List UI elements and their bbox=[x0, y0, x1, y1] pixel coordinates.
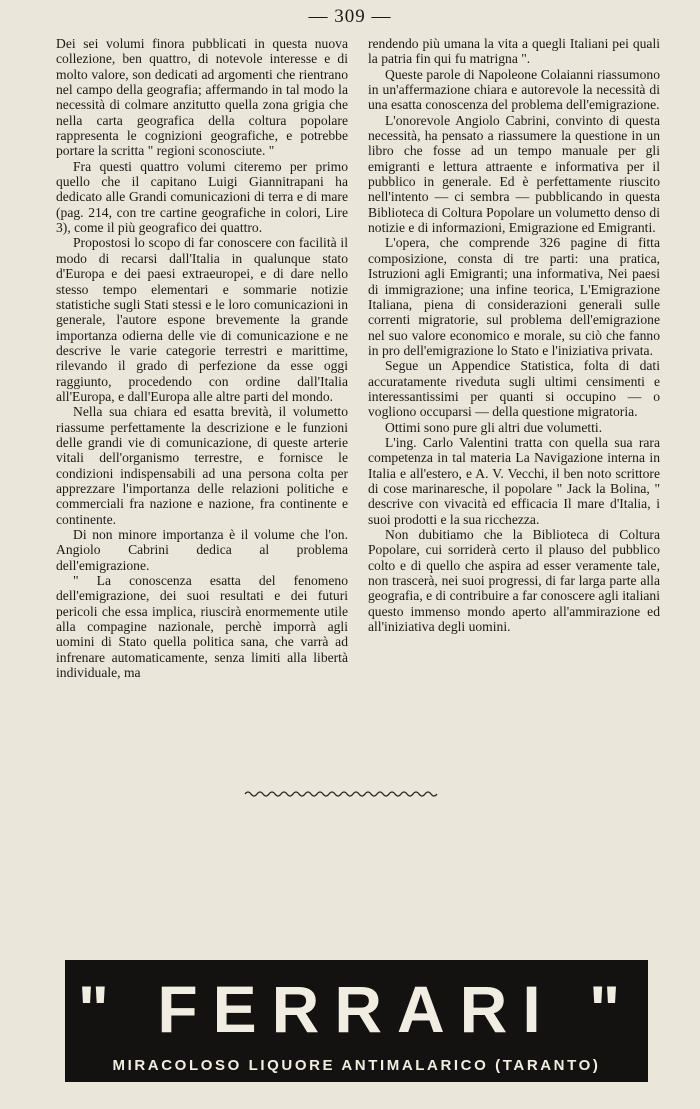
paragraph: Segue un Appendice Statistica, folta di dati accuratamente riveduta sugli ultimi censimenti e interessantissimi per quanti si occupino — o vogliono occuparsi — della questione migratoria. bbox=[368, 358, 660, 420]
paragraph: " La conoscenza esatta del fenomeno dell'emigrazione, dei suoi resultati e dei futuri pericoli che essa implica, riuscirà enormemente utile alla compagine nazionale, perchè imporrà agli uomini di Stato quella politica sana, che varrà ad infrenare automaticamente, senza limiti alla libertà individuale, ma bbox=[56, 573, 348, 681]
paragraph: Nella sua chiara ed esatta brevità, il volumetto riassume perfettamente la descrizione e le funzioni delle grandi vie di comunicazione, di queste arterie vitali dell'organismo terrestre, e fornisce le condizioni indispensabili ad una persona colta per apprezzare l'importanza delle relazioni politiche e commerciali fra nazione e nazione, fra continente e continente. bbox=[56, 404, 348, 527]
right-column bbox=[368, 36, 660, 736]
paragraph: L'opera, che comprende 326 pagine di fitta composizione, consta di tre parti: una pratica, Istruzioni agli Emigranti; una informativa, Nei paesi di immigrazione; una infine teorica, L'Emigrazione Italiana, piena di considerazioni generali sulle correnti migratorie, sul problema dell'emigrazione nel suo valore economico e morale, su ciò che fanno in pro dell'emigrazione lo Stato e l'iniziativa privata. bbox=[368, 235, 660, 358]
paragraph: Ottimi sono pure gli altri due volumetti. bbox=[385, 419, 603, 435]
article-body bbox=[56, 36, 660, 736]
ad-brand-name: " FERRARI " bbox=[77, 972, 636, 1046]
left-column bbox=[56, 36, 348, 736]
paragraph: Non dubitiamo che la Biblioteca di Coltura Popolare, cui sorriderà certo il plauso del pubblico colto e di quello che aspira ad esser veramente tale, non trascerà, nei suoi progressi, di far larga parte alla geografia, e di contribuire a far conoscere agli italiani questo immenso mondo aperto all'ammirazione ed all'iniziativa degli uomini. bbox=[368, 527, 660, 635]
paragraph: Di non minore importanza è il volume che l'on. Angiolo Cabrini dedica al problema dell'emigrazione. bbox=[56, 527, 348, 573]
wavy-divider bbox=[243, 788, 441, 800]
paragraph: Queste parole di Napoleone Colaianni riassumono in un'affermazione chiara e autorevole la necessità di una esatta conoscenza del problema dell'emigrazione. bbox=[368, 66, 660, 113]
paragraph: Dei sei volumi finora pubblicati in questa nuova collezione, ben quattro, di notevole interesse e di molto valore, son dedicati ad argomenti che rientrano nel campo della geografia; affermando in tal modo la necessità di colmare anzitutto quella zona grigia che nella carta geografica della coltura popolare rappresenta le cognizioni geografiche, e potrebbe portare la scritta " regioni sconosciute. " bbox=[56, 36, 348, 159]
paragraph: Fra questi quattro volumi citeremo per primo quello che il capitano Luigi Giannitrapani ha dedicato alle Grandi comunicazioni di terra e di mare (pag. 214, con tre cartine geografiche in colori, Lire 3), come il più geografico dei quattro. bbox=[56, 158, 348, 236]
paragraph: Propostosi lo scopo di far conoscere con facilità il modo di recarsi dall'Italia in qualunque stato d'Europa e dei paesi extraeuropei, e di dare nello stesso tempo elementari e sommarie notizie statistiche sugli Stati stessi e le loro comunicazioni in generale, l'autore espone brevemente la grande importanza odierna delle vie di comunicazione e ne descrive le varie categorie terrestri e marittime, rilevando il grado di perfezione da esse oggi raggiunto, procedendo con ordine dall'Italia all'Europa, e dall'Europa alle altre parti del mondo. bbox=[56, 235, 348, 404]
paragraph: rendendo più umana la vita a quegli Italiani pei quali la patria fin qui fu matrigna ". bbox=[368, 36, 660, 67]
ferrari-advertisement bbox=[65, 960, 648, 1082]
paragraph: L'onorevole Angiolo Cabrini, convinto di questa necessità, ha pensato a riassumere la questione in un libro che fosse ad un tempo manuale per gli emigranti e lettura attraente e informativa per il pubblico in generale. Ed è perfettamente riuscito nell'intento — ci sembra — pubblicando in questa Biblioteca di Coltura Popolare un volumetto denso di notizie e di informazioni, Emigrazione ed Emigranti. bbox=[368, 112, 660, 236]
page-number: — 309 — bbox=[308, 6, 392, 27]
ad-tagline: MIRACOLOSO LIQUORE ANTIMALARICO (TARANTO) bbox=[112, 1057, 601, 1074]
paragraph: L'ing. Carlo Valentini tratta con quella sua rara competenza in tal materia La Navigazione interna in Italia e all'estero, e A. V. Vecchi, il ben noto scrittore di cose marinaresche, il popolare " Jack la Bolina, " descrive con vivacità ed efficacia Il mare d'Italia, i suoi prodotti e la sua ricchezza. bbox=[368, 434, 660, 527]
